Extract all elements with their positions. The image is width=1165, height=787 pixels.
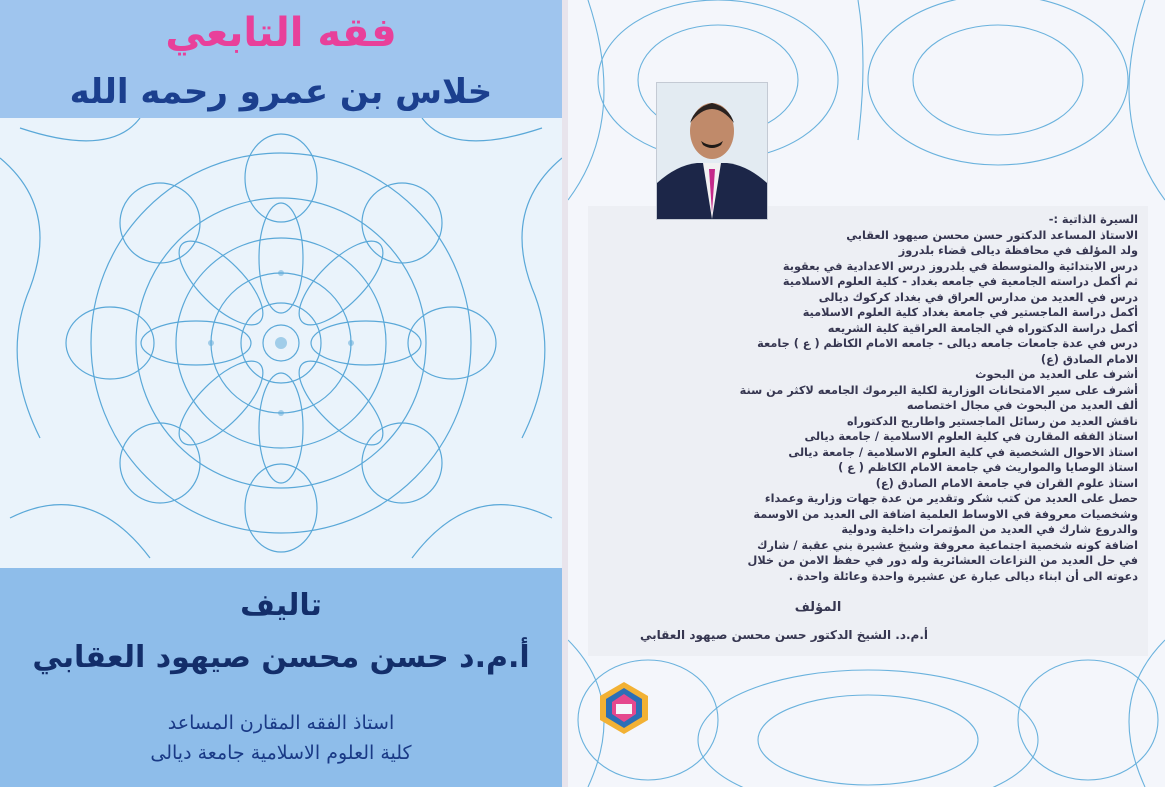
bio-line: استاذ الفقه المقارن في كلية العلوم الاسلامية / جامعة ديالى xyxy=(804,430,1138,443)
bio-line: أكمل دراسة الدكتوراه في الجامعة العراقية كلية الشريعه xyxy=(827,321,1138,335)
signature-label: المؤلف xyxy=(794,600,842,615)
bio-line: استاذ علوم القران في جامعة الامام الصادق (ع) xyxy=(875,476,1138,490)
back-cover xyxy=(568,0,1165,787)
bio-line: وشخصيات معروفة في الاوساط العلمية اضافة الى العديد من الاوسمة xyxy=(753,507,1138,521)
book-subtitle: خلاس بن عمرو رحمه الله xyxy=(69,72,493,112)
bio-line: درس في العديد من مدارس العراق في بغداد كركوك ديالى xyxy=(818,290,1138,304)
author-name: أ.م.د حسن محسن صيهود العقابي xyxy=(32,640,530,675)
bio-line: اضافة كونه شخصية اجتماعية معروفة وشيخ عشيرة بني عقبة / شارك xyxy=(757,538,1138,552)
bio-line: الامام الصادق (ع) xyxy=(1040,352,1138,366)
signature-name: أ.م.د. الشيخ الدكتور حسن محسن صيهود العقابي xyxy=(639,628,929,642)
bio-line: حصل على العديد من كتب شكر وتقدير من عدة جهات وزارية وعمداء xyxy=(764,492,1138,505)
bio-line: استاذ الاحوال الشخصية في كلية العلوم الاسلامية / جامعة ديالى xyxy=(788,445,1138,459)
mandala-art xyxy=(0,118,562,568)
bio-line: استاذ الوصايا والمواريث في جامعة الامام الكاظم ( ع ) xyxy=(838,461,1138,474)
mandala-ornament-icon xyxy=(0,118,562,568)
bio-line: ثم أكمل دراسته الجامعية في جامعه بغداد - كلية العلوم الاسلامية xyxy=(782,275,1138,288)
bio-line: دعوته الى أن ابناء ديالى عبارة عن عشيرة واحدة وعائلة واحدة . xyxy=(788,569,1138,583)
author-affiliation: كلية العلوم الاسلامية جامعة ديالى xyxy=(150,742,412,764)
book-title: فقه التابعي xyxy=(165,10,397,56)
bio-line: السيرة الذاتية :- xyxy=(1048,213,1138,226)
authorship-label: تاليف xyxy=(240,588,322,623)
bio-line: في حل العديد من النزاعات العشائرية وله دور في حفظ الامن من خلال xyxy=(747,554,1138,567)
bio-line: ناقش العديد من رسائل الماجستير واطاريح الدكتوراه xyxy=(847,414,1138,428)
bio-line: درس الابتدائية والمتوسطة في بلدروز درس الاعدادية في بعقوبة xyxy=(782,259,1138,273)
biography-text xyxy=(598,212,1138,584)
bio-line: أشرف على سير الامتحانات الوزارية لكلية اليرموك الجامعه لاكثر من سنة xyxy=(739,383,1138,397)
bio-line: والدروع شارك في العديد من المؤتمرات داخلية ودولية xyxy=(841,523,1138,536)
bio-line: ولد المؤلف في محافظة ديالى قضاء بلدروز xyxy=(898,244,1138,257)
author-photo-icon xyxy=(656,82,768,220)
author-title: استاذ الفقه المقارن المساعد xyxy=(167,712,395,734)
bio-line: ألف العديد من البحوث في مجال اختصاصه xyxy=(906,399,1138,412)
bio-line: أكمل دراسة الماجستير في جامعة بغداد كلية العلوم الاسلامية xyxy=(802,306,1138,319)
front-cover xyxy=(0,0,562,787)
bio-line: أشرف على العديد من البحوث xyxy=(975,368,1138,381)
publisher-logo-icon xyxy=(596,680,652,736)
bio-line: الاستاذ المساعد الدكتور حسن محسن صيهود العقابي xyxy=(846,228,1138,242)
bio-line: درس في عدة جامعات جامعه ديالى - جامعه الامام الكاظم ( ع ) جامعة xyxy=(757,337,1138,350)
